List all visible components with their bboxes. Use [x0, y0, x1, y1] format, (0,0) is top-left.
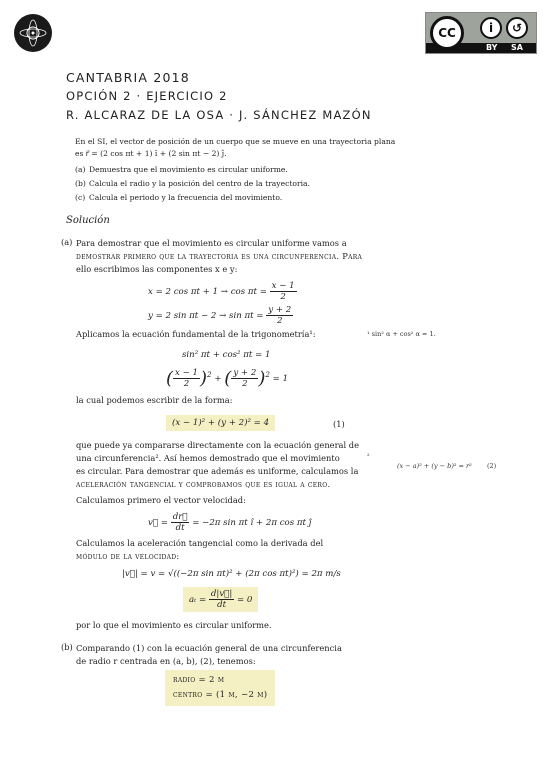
authors: R. ALCARAZ DE LA OSA · J. SÁNCHEZ MAZÓN	[66, 108, 372, 122]
tangential-acceleration: aₜ = $\frac{d|v⃗|}{dt}$ = 0	[183, 587, 258, 612]
circle-equation: (x − 1)² + (y + 2)² = 4	[166, 415, 275, 431]
statement	[75, 136, 455, 160]
equation-trig: sin² πt + cos² πt = 1	[182, 350, 271, 360]
margin-note-2-mark: ²	[367, 452, 370, 460]
statement-item: (a) Demuestra que el movimiento es circular uniforme.	[75, 165, 288, 174]
part-b-results	[165, 670, 275, 706]
center-result: centro = (1 m, −2 m)	[173, 690, 268, 700]
part-b-text: Comparando (1) con la ecuación general de una circunferencia de radio r centrada en (a, b), (2), tenemos:	[76, 643, 342, 666]
margin-note-1: ¹ sin² α + cos² α = 1.	[367, 330, 436, 338]
atom-icon	[14, 14, 52, 52]
statement-item: (c) Calcula el periodo y la frecuencia del movimiento.	[75, 193, 283, 202]
velocity-paragraph: Calculamos primero el vector velocidad:	[76, 495, 246, 505]
margin-note-2-equation: (x − a)² + (y − b)² = r²	[397, 462, 472, 470]
cc-license-badge[interactable]	[425, 12, 537, 54]
conclusion-paragraph: por lo que el movimiento es circular uniforme.	[76, 620, 272, 630]
equation-substituted: ( $\frac{x - 1}{2}$ )$^2$ + ( $\frac{y + 2}{2}$ )$^2$ = 1	[166, 368, 289, 389]
equation-x: x = 2 cos πt + 1 → cos πt = $\frac{x - 1}{2}$	[148, 281, 295, 302]
equation-number: (1)	[333, 419, 345, 429]
margin-note-2-number: (2)	[487, 462, 497, 470]
form-paragraph: la cual podemos escribir de la forma:	[76, 395, 233, 405]
page-subtitle: OPCIÓN 2 · EJERCICIO 2	[66, 89, 228, 103]
compare-paragraph: que puede ya compararse directamente con la ecuación general de una circunferencia². Así hemos demostrado que el movimiento es circular. Para demostrar que además es uniforme, calculamos la aceleración tangencial y comprobamos que es igual a cero.	[76, 440, 360, 489]
statement-line: En el SI, el vector de posición de un cuerpo que se mueve en una trayectoria plana	[75, 137, 396, 146]
part-a-text: Para demostrar que el movimiento es circular uniforme vamos a demostrar primero que la trayectoria es una circunferencia. Para ello escribimos las componentes x e y:	[76, 238, 363, 274]
university-logo	[14, 14, 52, 52]
share-alike-icon: ↺	[506, 17, 528, 39]
by-label: BY	[486, 43, 498, 52]
equation-y: y = 2 sin πt − 2 → sin πt = $\frac{y + 2}{2}$	[148, 305, 292, 326]
sa-label: SA	[511, 43, 523, 52]
tangential-paragraph: Calculamos la aceleración tangencial como la derivada del módulo de la velocidad:	[76, 538, 324, 561]
cc-icon: CC	[430, 16, 464, 50]
trig-paragraph: Aplicamos la ecuación fundamental de la trigonometría¹:	[76, 329, 316, 339]
part-a-label: (a)	[61, 237, 73, 247]
solution-heading: Solución	[66, 215, 110, 226]
statement-line: es r⃗ = (2 cos πt + 1) î + (2 sin πt − 2) ĵ.	[75, 149, 227, 158]
page-title: CANTABRIA 2018	[66, 70, 190, 85]
part-b-label: (b)	[61, 642, 73, 652]
velocity-equation: v⃗ = $\frac{dr⃗}{dt}$ = −2π sin πt î + 2π cos πt ĵ	[148, 512, 312, 533]
person-icon: i	[480, 17, 502, 39]
statement-item: (b) Calcula el radio y la posición del centro de la trayectoria.	[75, 179, 310, 188]
speed-equation: |v⃗| = v = √((−2π sin πt)² + (2π cos πt)²) = 2π m/s	[122, 569, 341, 579]
radius-result: radio = 2 m	[173, 675, 225, 685]
